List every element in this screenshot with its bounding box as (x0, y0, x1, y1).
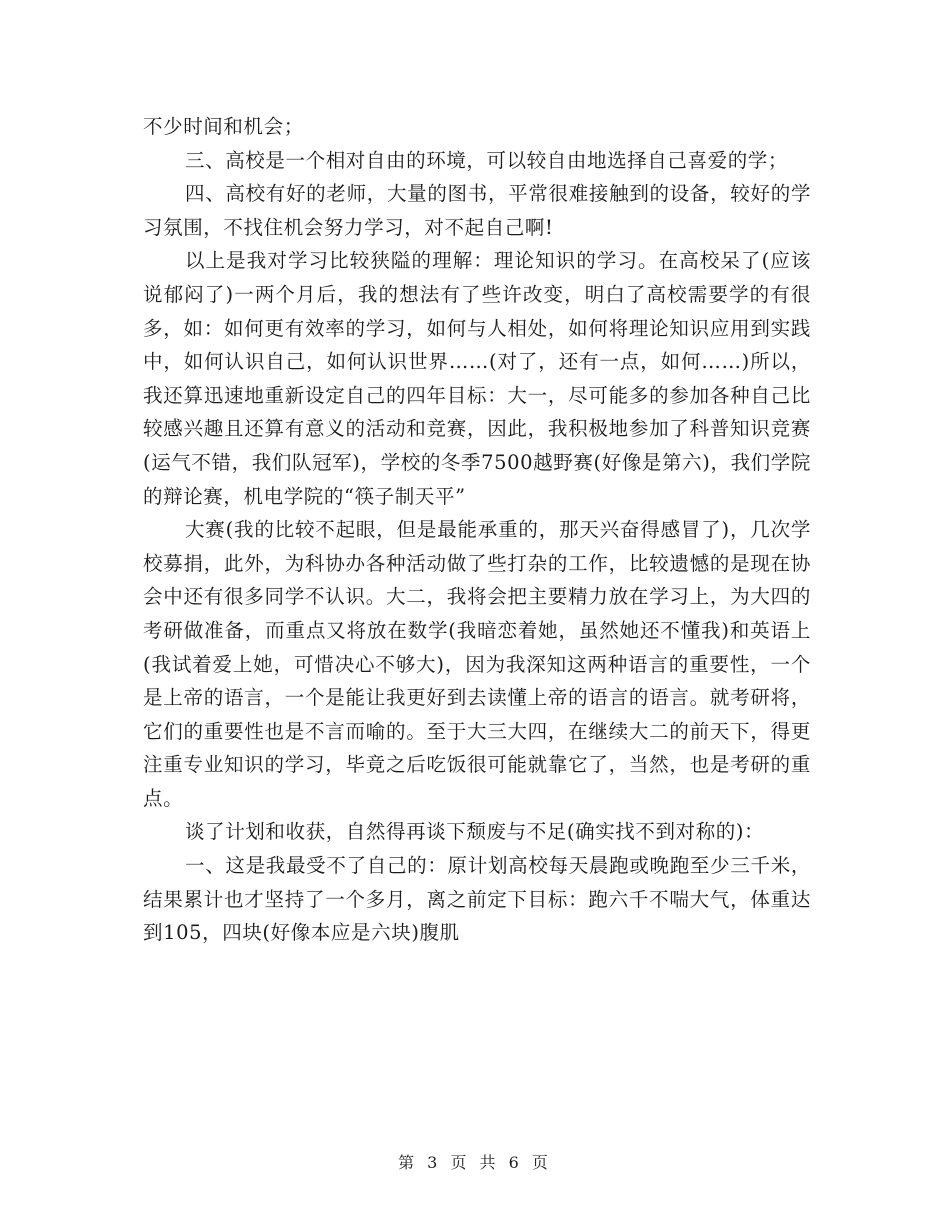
document-body (143, 110, 811, 950)
paragraph-3: 四、高校有好的老师，大量的图书，平常很难接触到的设备，较好的学习氛围，不找住机会努力学习，对不起自己啊! (143, 182, 811, 239)
paragraph-6: 谈了计划和收获，自然得再谈下颓废与不足(确实找不到对称的)： (185, 820, 765, 844)
paragraph-4: 以上是我对学习比较狭隘的理解：理论知识的学习。在高校呆了(应该说郁闷了)一两个月后，我的想法有了些许改变，明白了高校需要学的有很多，如：如何更有效率的学习，如何与人相处，如何将理论知识应用到实践中，如何认识自己，如何认识世界……(对了，还有一点，如何……)所以，我还算迅速地重新设定自己的四年目标：大一，尽可能多的参加各种自己比较感兴趣且还算有意义的活动和竞赛，因此，我积极地参加了科普知识竞赛(运气不错，我们队冠军)，学校的冬季7500越野赛(好像是第六)，我们学院的辩论赛，机电学院的“筷子制天平” (143, 249, 811, 508)
paragraph-7: 一、这是我最受不了自己的：原计划高校每天晨跑或晚跑至少三千米，结果累计也才坚持了一个多月，离之前定下目标：跑六千不喘大气，体重达到105，四块(好像本应是六块)腹肌 (143, 854, 811, 945)
page-number-footer: 第 3 页 共 6 页 (398, 1153, 552, 1172)
paragraph-5: 大赛(我的比较不起眼，但是最能承重的，那天兴奋得感冒了)，几次学校募捐，此外，为科协办各种活动做了些打杂的工作，比较遗憾的是现在协会中还有很多同学不认识。大二，我将会把主要精力放在学习上，为大四的考研做准备，而重点又将放在数学(我暗恋着她，虽然她还不懂我)和英语上(我试着爱上她，可惜决心不够大)，因为我深知这两种语言的重要性，一个是上帝的语言，一个是能让我更好到去读懂上帝的语言的语言。就考研将，它们的重要性也是不言而喻的。至于大三大四，在继续大二的前天下，得更注重专业知识的学习，毕竟之后吃饭很可能就靠它了，当然，也是考研的重点。 (143, 518, 811, 810)
paragraph-2: 三、高校是一个相对自由的环境，可以较自由地选择自己喜爱的学； (185, 148, 789, 172)
paragraph-1: 不少时间和机会； (143, 115, 304, 138)
